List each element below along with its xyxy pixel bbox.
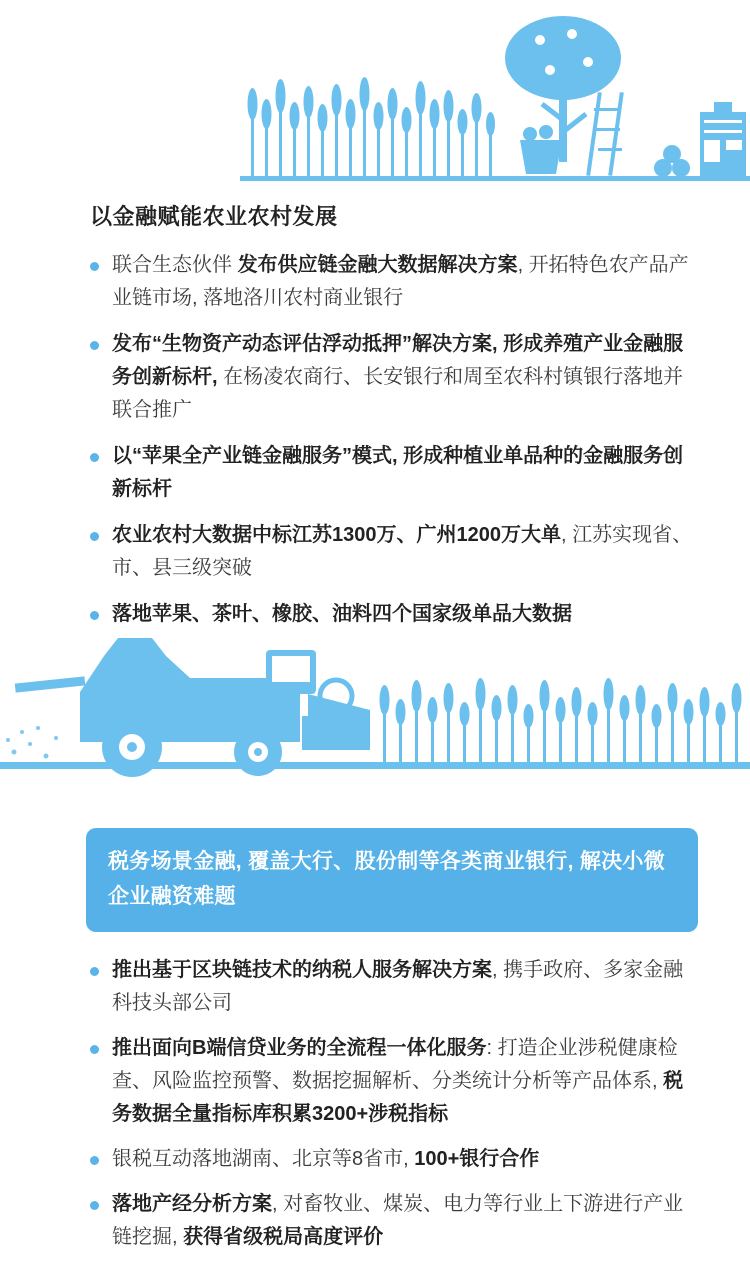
wheat-field-orchard-illustration	[0, 0, 750, 190]
section-tax-scenario-finance	[0, 828, 750, 1266]
list-item	[90, 440, 694, 506]
list-item-text: 推出基于区块链技术的纳税人服务解决方案, 携手政府、多家金融科技头部公司	[112, 959, 684, 1014]
list-item	[90, 954, 694, 1020]
list-item-text: 农业农村大数据中标江苏1300万、广州1200万大单, 江苏实现省、市、县三级突破	[112, 524, 693, 579]
list-item-text: 以“苹果全产业链金融服务”模式, 形成种植业单品种的金融服务创新标杆	[112, 445, 684, 500]
list-item-text: 银税互动落地湖南、北京等8省市, 100+银行合作	[112, 1148, 540, 1170]
list-item-text: 落地苹果、茶叶、橡胶、油料四个国家级单品大数据	[112, 603, 572, 625]
list-item-text: 联合生态伙伴 发布供应链金融大数据解决方案, 开拓特色农产品产业链市场, 落地洛川农村商业银行	[112, 254, 689, 309]
list-item	[90, 1188, 694, 1254]
list-item	[90, 328, 694, 427]
list-item	[90, 519, 694, 585]
list-item-text: 发布“生物资产动态评估浮动抵押”解决方案, 形成养殖产业金融服务创新标杆, 在杨凌农商行、长安银行和周至农科村镇银行落地并联合推广	[112, 333, 684, 421]
list-item	[90, 1143, 694, 1176]
combine-harvester-illustration	[0, 612, 750, 797]
section-two-banner: 税务场景金融, 覆盖大行、股份制等各类商业银行, 解决小微企业融资难题	[86, 828, 698, 932]
list-item	[90, 249, 694, 315]
section-two-list	[0, 954, 750, 1254]
section-one-list	[0, 249, 750, 631]
section-agriculture-finance	[0, 200, 750, 644]
list-item	[90, 1032, 694, 1131]
section-one-title: 以金融赋能农业农村发展	[90, 204, 338, 229]
list-item-text: 落地产经分析方案, 对畜牧业、煤炭、电力等行业上下游进行产业链挖掘, 获得省级税局高度评价	[112, 1193, 684, 1248]
list-item-text: 推出面向B端信贷业务的全流程一体化服务: 打造企业涉税健康检查、风险监控预警、数据挖掘解析、分类统计分析等产品体系, 税务数据全量指标库积累3200+涉税指标	[112, 1037, 684, 1125]
